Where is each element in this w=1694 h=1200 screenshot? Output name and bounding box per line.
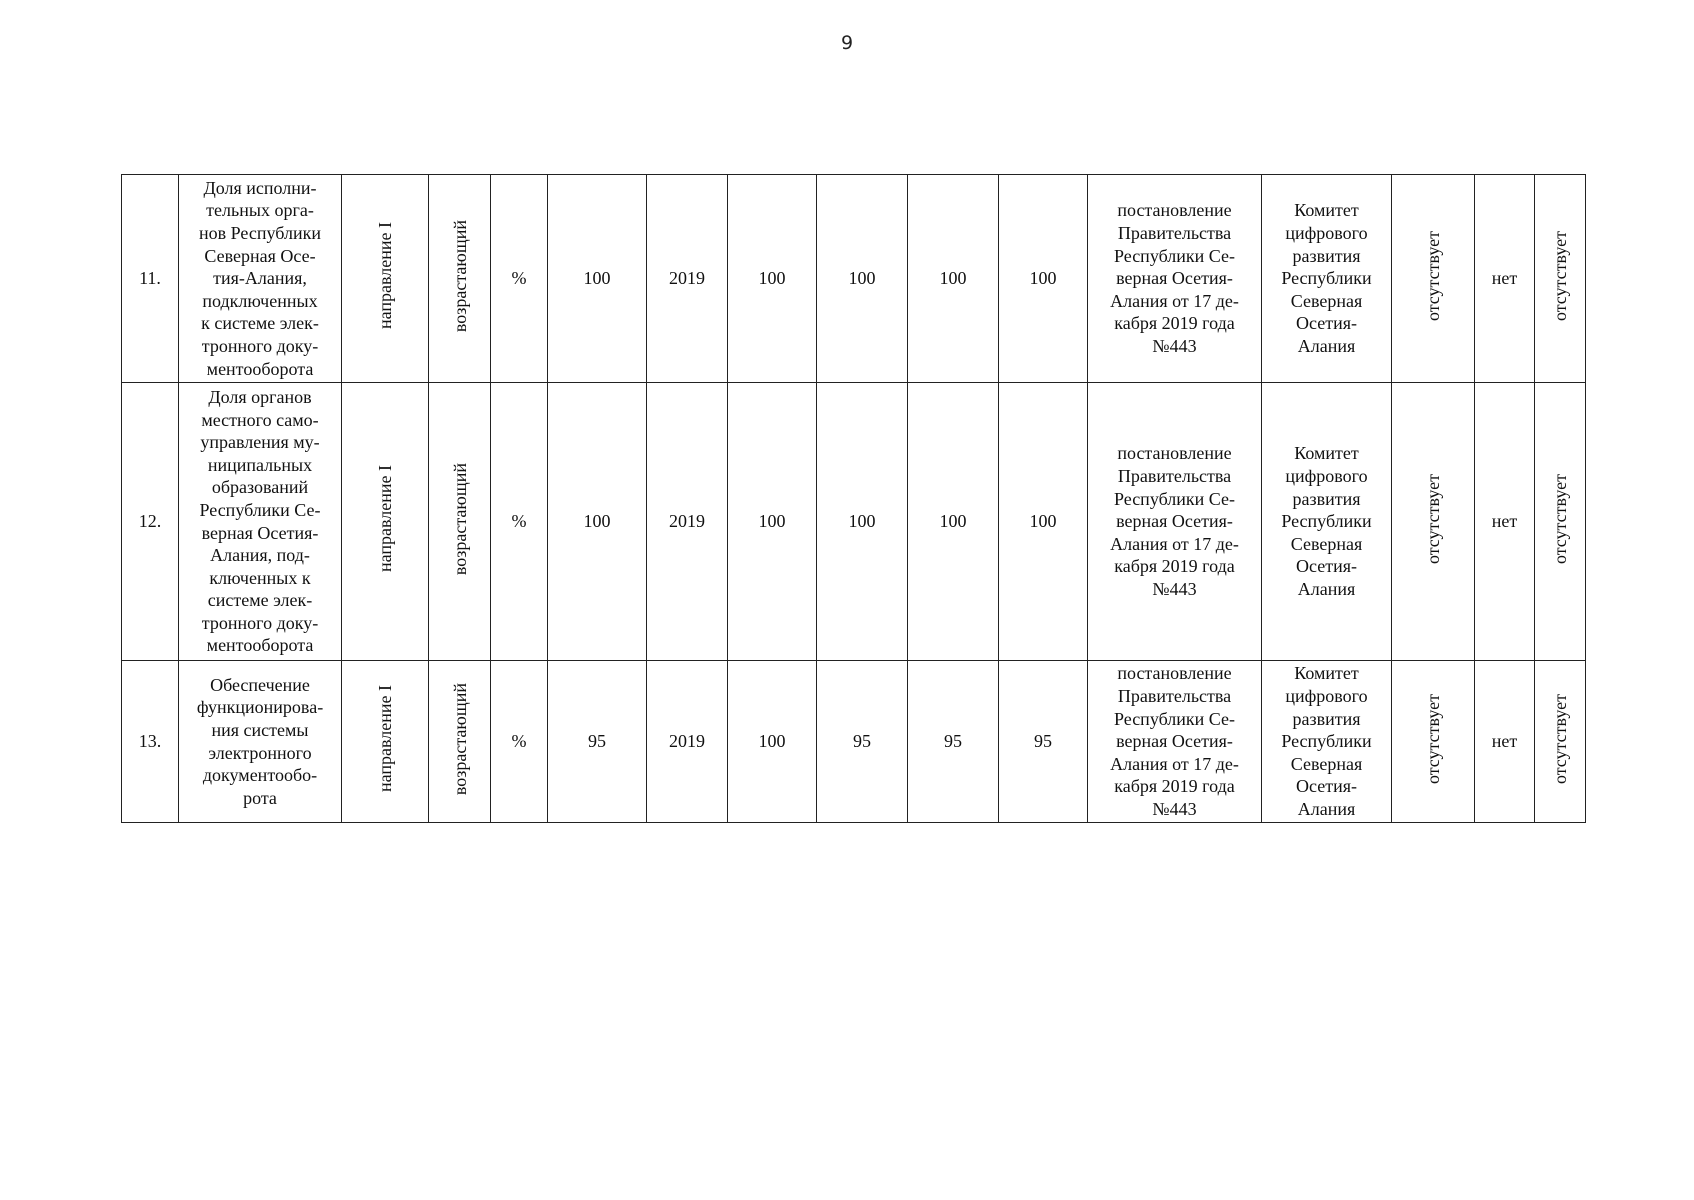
value-cell: 100 [999, 383, 1088, 661]
value-cell: 100 [999, 175, 1088, 383]
value-cell: 100 [728, 661, 817, 823]
direction-cell: направление I [342, 383, 429, 661]
value-cell: 100 [908, 175, 999, 383]
document-cell: постановление Правительства Республики Се- верная Осетия- Алания от 17 де- кабря 2019 года №443 [1088, 661, 1262, 823]
value-cell: 100 [817, 175, 908, 383]
no-cell: нет [1475, 175, 1535, 383]
direction-cell: направление I [342, 175, 429, 383]
value-cell: 100 [728, 383, 817, 661]
absent-cell: отсутствует [1535, 175, 1586, 383]
absent-cell: отсутствует [1535, 383, 1586, 661]
table-row [122, 661, 1586, 823]
base-year-cell: 2019 [647, 383, 728, 661]
trend-cell: возрастающий [429, 175, 491, 383]
value-cell: 100 [728, 175, 817, 383]
unit-cell: % [491, 661, 548, 823]
responsible-cell: Комитет цифрового развития Республики Северная Осетия- Алания [1262, 383, 1392, 661]
absent-cell: отсутствует [1392, 661, 1475, 823]
base-year-cell: 2019 [647, 175, 728, 383]
indicator-name: Доля исполни- тельных орга- нов Республики Северная Осе- тия-Алания, подключенных к системе элек- тронного доку- ментооборота [179, 175, 342, 383]
no-cell: нет [1475, 383, 1535, 661]
indicator-name: Обеспечение функционирова- ния системы электронного документообо- рота [179, 661, 342, 823]
row-number: 11. [122, 175, 179, 383]
value-cell: 95 [817, 661, 908, 823]
indicator-name: Доля органов местного само- управления му- ниципальных образований Республики Се- верная Осетия- Алания, под- ключенных к системе элек- тронного доку- ментооборота [179, 383, 342, 661]
value-cell: 100 [817, 383, 908, 661]
responsible-cell: Комитет цифрового развития Республики Северная Осетия- Алания [1262, 175, 1392, 383]
base-value-cell: 100 [548, 175, 647, 383]
document-cell: постановление Правительства Республики Се- верная Осетия- Алания от 17 де- кабря 2019 года №443 [1088, 383, 1262, 661]
base-year-cell: 2019 [647, 661, 728, 823]
table-row [122, 383, 1586, 661]
unit-cell: % [491, 383, 548, 661]
base-value-cell: 100 [548, 383, 647, 661]
value-cell: 95 [999, 661, 1088, 823]
indicators-table [121, 174, 1586, 823]
no-cell: нет [1475, 661, 1535, 823]
page-number: 9 [840, 32, 854, 54]
unit-cell: % [491, 175, 548, 383]
document-cell: постановление Правительства Республики Се- верная Осетия- Алания от 17 де- кабря 2019 года №443 [1088, 175, 1262, 383]
trend-cell: возрастающий [429, 661, 491, 823]
direction-cell: направление I [342, 661, 429, 823]
value-cell: 100 [908, 383, 999, 661]
absent-cell: отсутствует [1392, 383, 1475, 661]
absent-cell: отсутствует [1535, 661, 1586, 823]
row-number: 13. [122, 661, 179, 823]
table-row [122, 175, 1586, 383]
responsible-cell: Комитет цифрового развития Республики Северная Осетия- Алания [1262, 661, 1392, 823]
base-value-cell: 95 [548, 661, 647, 823]
trend-cell: возрастающий [429, 383, 491, 661]
row-number: 12. [122, 383, 179, 661]
absent-cell: отсутствует [1392, 175, 1475, 383]
value-cell: 95 [908, 661, 999, 823]
